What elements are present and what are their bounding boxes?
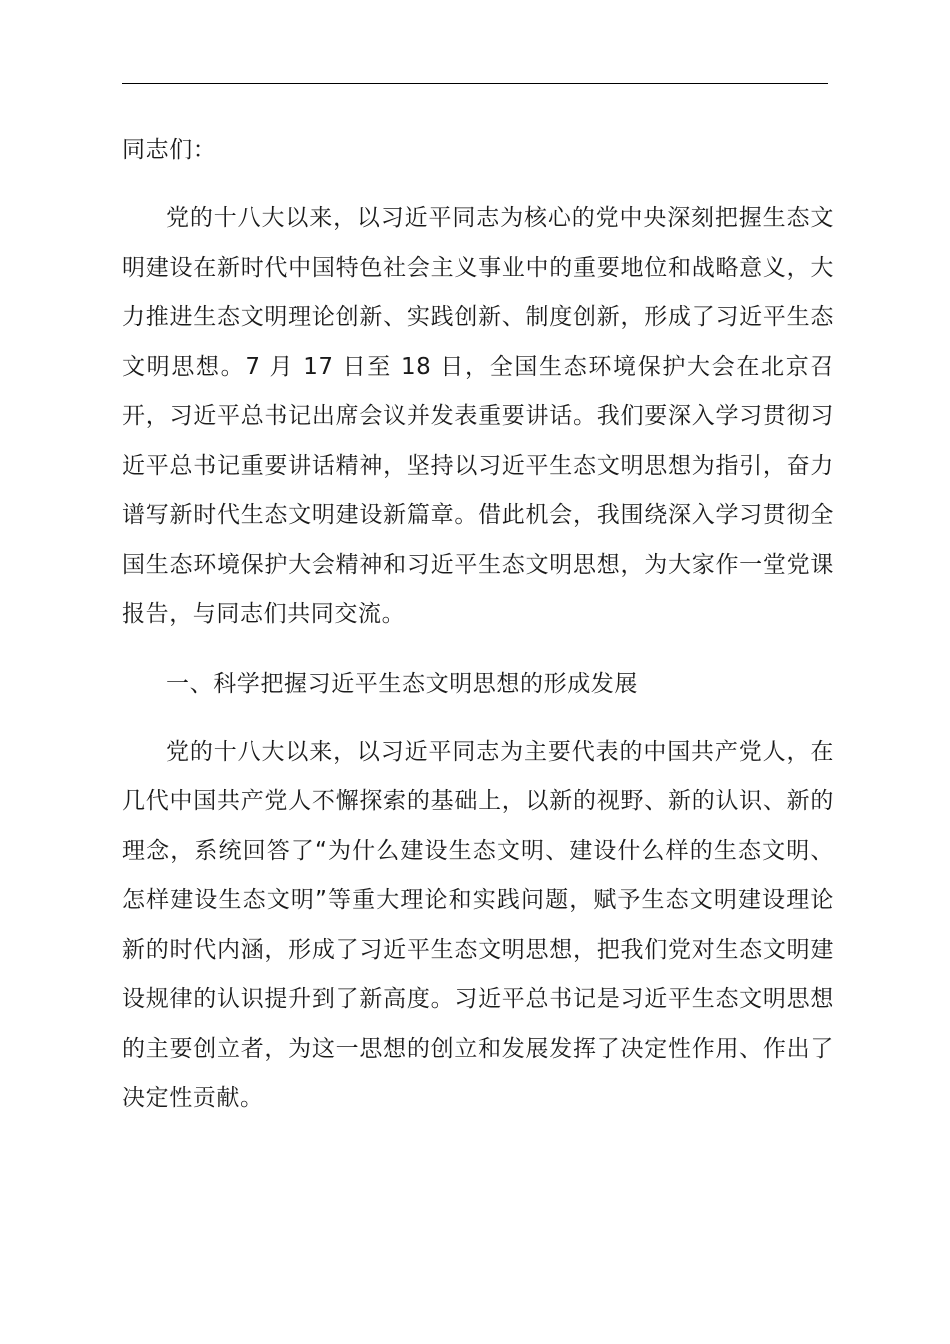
section-heading: 一、科学把握习近平生态文明思想的形成发展	[166, 670, 638, 697]
intro-paragraph: 党的十八大以来，以习近平同志为核心的党中央深刻把握生态文明建设在新时代中国特色社会主义事业中的重要地位和战略意义，大力推进生态文明理论创新、实践创新、制度创新，形成了习近平生态文明思想。7 月 17 日至 18 日，全国生态环境保护大会在北京召开，习近平总书记出席会议并发表重要讲话。我们要深入学习贯彻习近平总书记重要讲话精神，坚持以习近平生态文明思想为指引，奋力谱写新时代生态文明建设新篇章。借此机会，我围绕深入学习贯彻全国生态环境保护大会精神和习近平生态文明思想，为大家作一堂党课报告，与同志们共同交流。	[122, 205, 834, 627]
header-rule	[122, 83, 828, 84]
section-paragraph: 党的十八大以来，以习近平同志为主要代表的中国共产党人，在几代中国共产党人不懈探索的基础上，以新的视野、新的认识、新的理念，系统回答了“为什么建设生态文明、建设什么样的生态文明、怎样建设生态文明”等重大理论和实践问题，赋予生态文明建设理论新的时代内涵，形成了习近平生态文明思想，把我们党对生态文明建设规律的认识提升到了新高度。习近平总书记是习近平生态文明思想的主要创立者，为这一思想的创立和发展发挥了决定性作用、作出了决定性贡献。	[122, 738, 834, 1111]
document-body	[122, 126, 834, 1144]
salutation: 同志们：	[122, 137, 217, 163]
